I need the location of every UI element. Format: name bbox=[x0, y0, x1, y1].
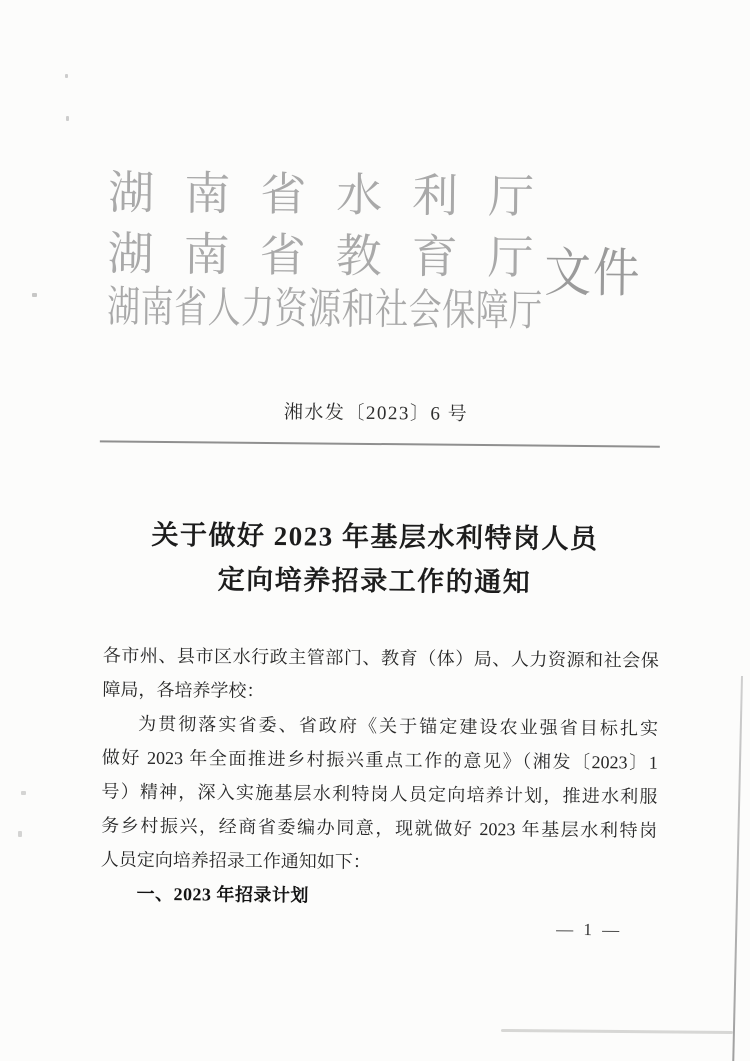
letterhead-agency-1: 湖南省水利厅 bbox=[107, 167, 565, 223]
page-number: — 1 — bbox=[556, 919, 623, 940]
document-title-line-1: 关于做好 2023 年基层水利特岗人员 bbox=[151, 519, 599, 555]
scan-speck bbox=[32, 293, 37, 297]
document-number: 湘水发〔2023〕6 号 bbox=[283, 402, 469, 425]
paragraph-line: 号）精神，深入实施基层水利特岗人员定向培养计划，推进水利服 bbox=[101, 781, 658, 807]
document-title bbox=[0, 511, 750, 606]
paragraph-line: 务乡村振兴，经商省委编办同意，现就做好 2023 年基层水利特岗 bbox=[101, 815, 658, 841]
letterhead-agency-2: 湖南省教育厅 bbox=[107, 228, 564, 284]
letterhead-agency-3: 湖南省人力资源和社会保障厅 bbox=[106, 284, 543, 336]
section-heading: 一、2023 年招录计划 bbox=[136, 883, 310, 906]
salutation-line: 障局，各培养学校： bbox=[102, 679, 265, 701]
salutation-line: 各市州、县市区水行政主管部门、教育（体）局、人力资源和社会保 bbox=[102, 645, 659, 671]
paragraph-line: 为贯彻落实省委、省政府《关于锚定建设农业强省目标扎实 bbox=[138, 713, 659, 739]
scan-speck bbox=[65, 74, 68, 78]
header-separator-rule bbox=[100, 440, 660, 447]
scan-speck bbox=[21, 791, 26, 795]
scan-speck bbox=[18, 831, 22, 837]
document-title-line-2: 定向培养招录工作的通知 bbox=[217, 564, 532, 598]
scan-speck bbox=[66, 116, 69, 121]
letterhead-doc-type-label: 文件 bbox=[544, 244, 642, 304]
paragraph-line: 做好 2023 年全面推进乡村振兴重点工作的意见》（湘发〔2023〕1 bbox=[101, 747, 658, 773]
document-body bbox=[100, 638, 659, 915]
paragraph-line: 人员定向培养招录工作通知如下： bbox=[100, 849, 371, 872]
